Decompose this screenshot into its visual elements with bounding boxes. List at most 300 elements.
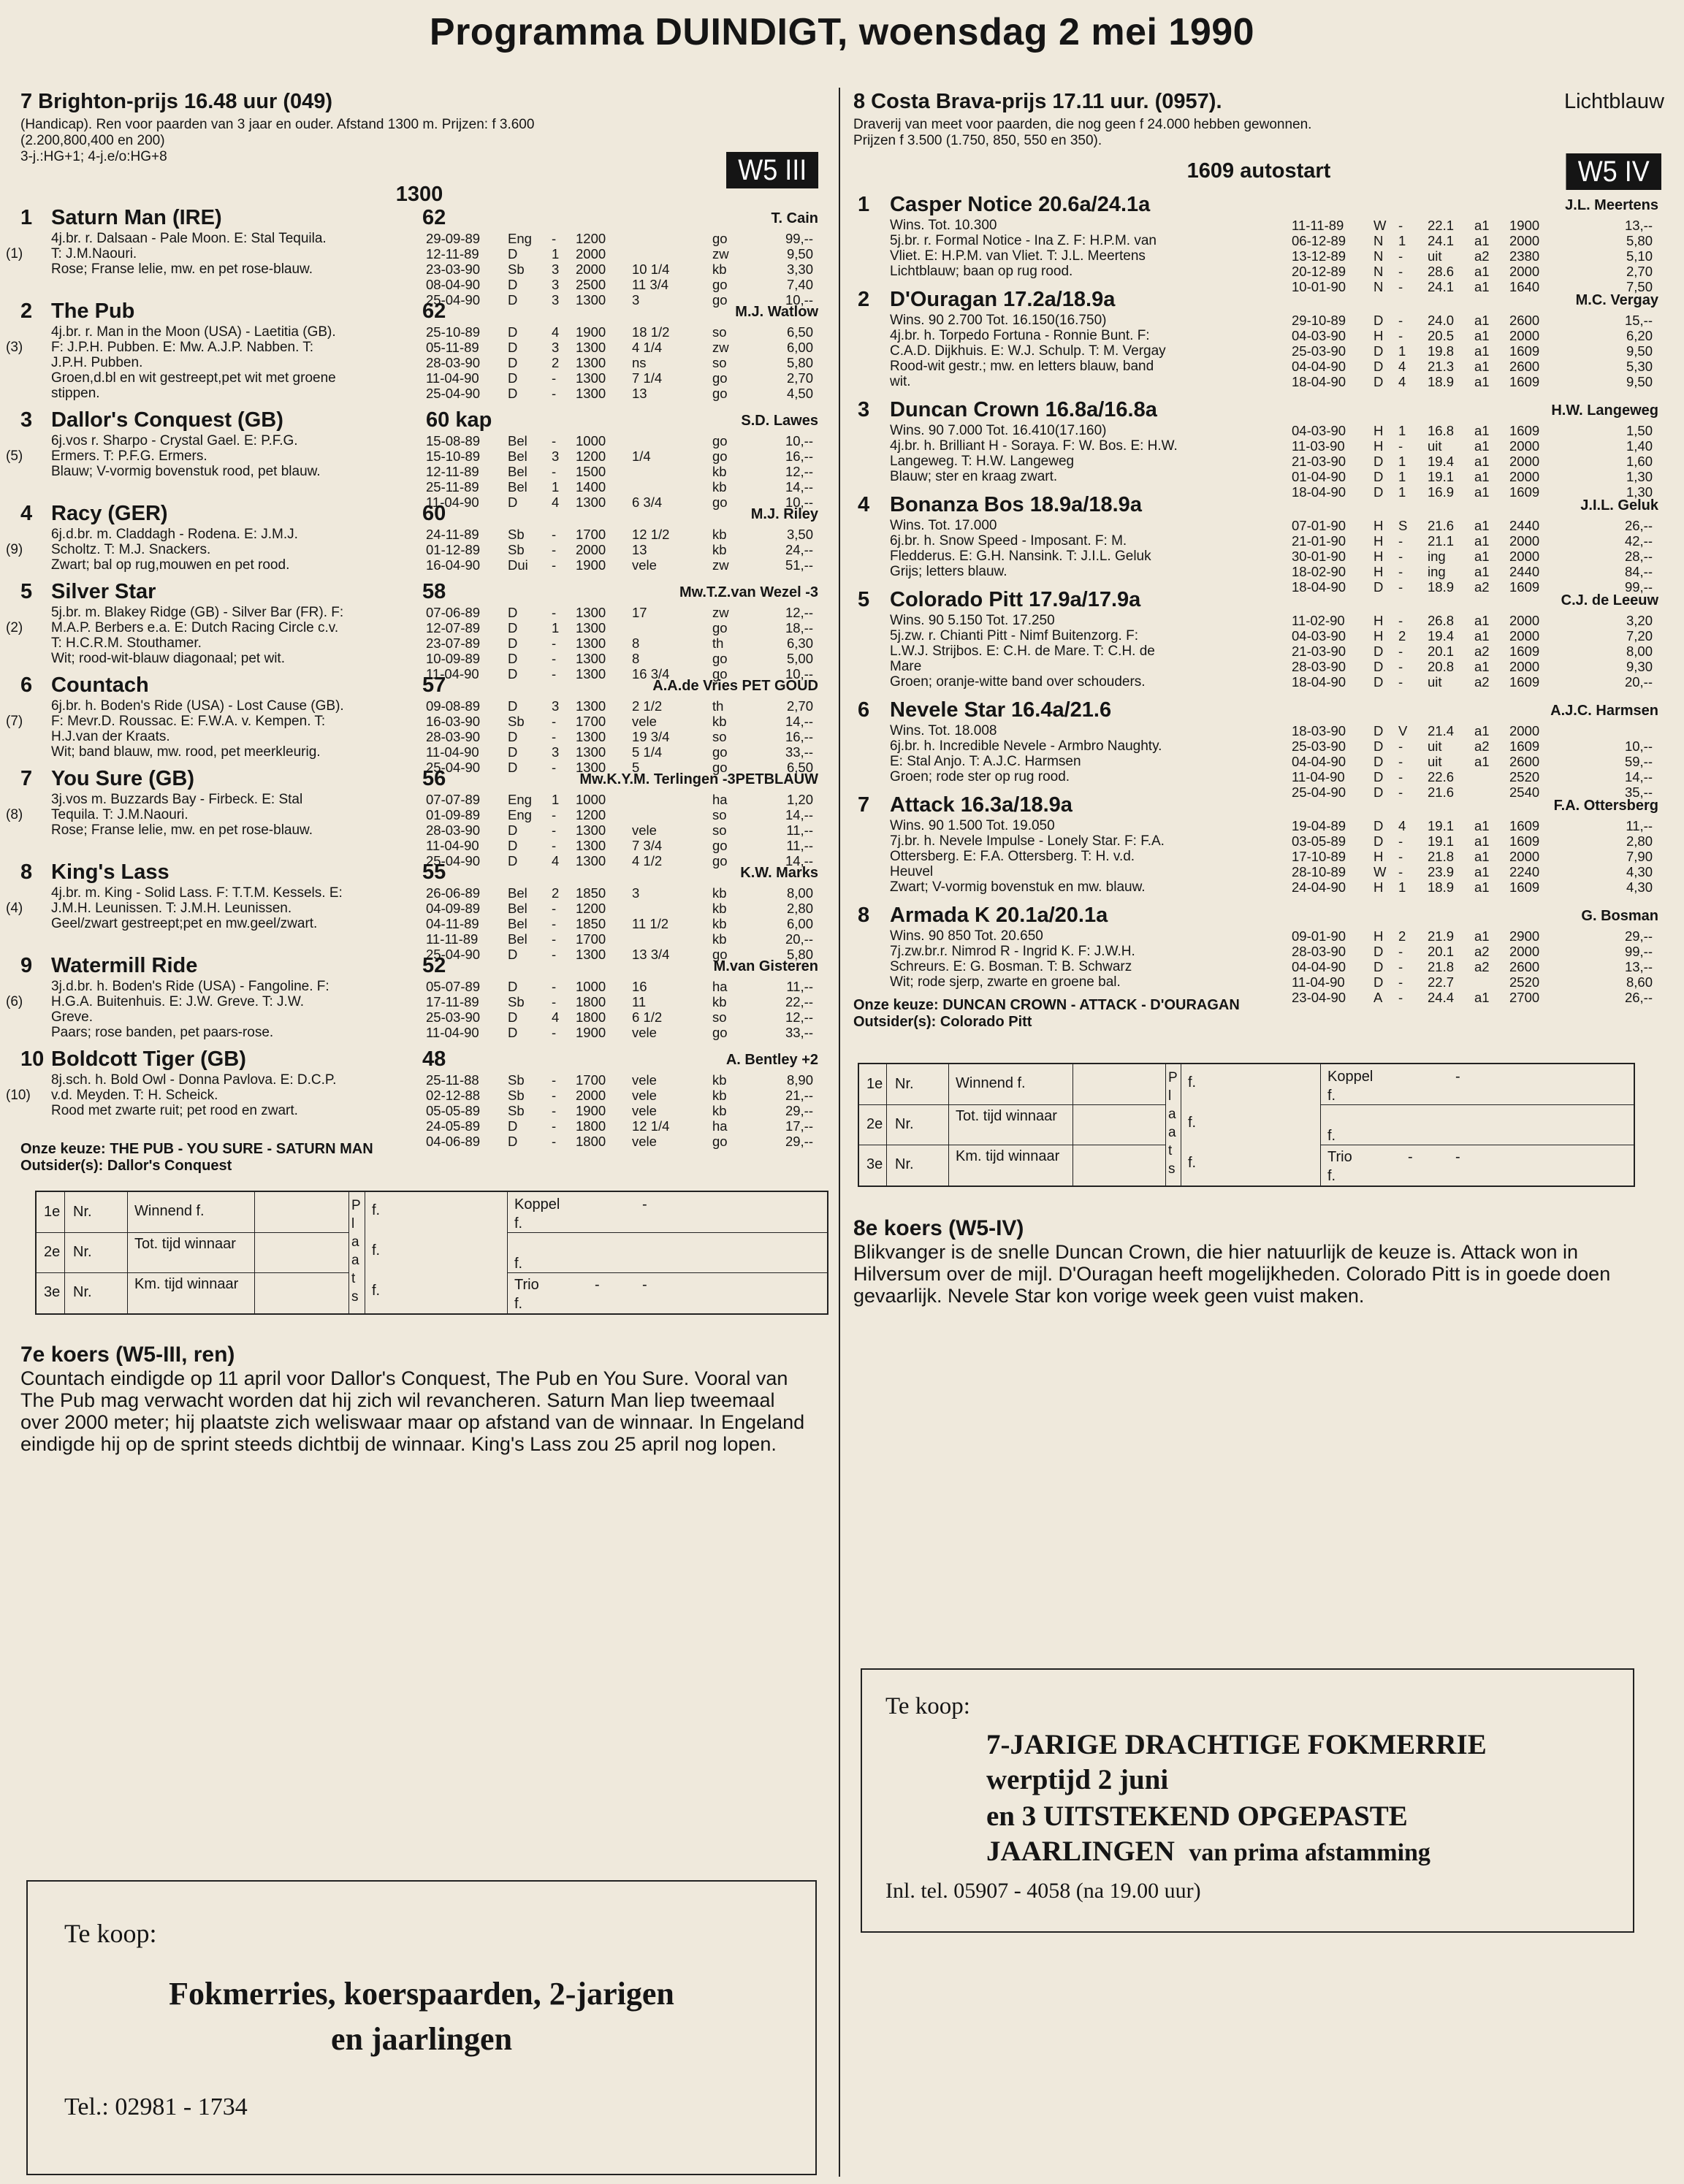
run-row: [1292, 723, 1653, 738]
run-cell: 2600: [1509, 959, 1540, 974]
row-label: Winnend f.: [134, 1203, 205, 1219]
run-cell: 1609: [1509, 423, 1540, 438]
horse-description: [51, 698, 479, 760]
run-cell: 1300: [576, 729, 606, 744]
run-cell: 19 3/4: [632, 729, 670, 744]
run-cell: 8,60: [1626, 974, 1653, 990]
run-cell: D: [1374, 469, 1384, 484]
run-cell: 1300: [576, 292, 606, 308]
run-cell: -: [1398, 833, 1403, 849]
description-line: Wins. 90 2.700 Tot. 16.150(16.750): [890, 313, 1107, 328]
run-cell: 18,--: [785, 620, 813, 635]
run-cell: 2,80: [1626, 833, 1653, 849]
run-cell: 14,--: [785, 853, 813, 868]
run-cell: 25-04-90: [1292, 784, 1346, 800]
run-cell: 25-10-89: [426, 324, 481, 340]
trainer-name: F.A. Ottersberg: [1553, 798, 1658, 814]
run-cell: 1300: [576, 340, 606, 355]
description-line: 5j.zw. r. Chianti Pitt - Nimf Buitenzorg. F:: [890, 628, 1138, 644]
run-cell: 1300: [576, 605, 606, 620]
run-cell: go: [712, 433, 728, 448]
ad-right-line1: 7-JARIGE DRACHTIGE FOKMERRIE: [986, 1729, 1487, 1760]
run-cell: 10,--: [785, 433, 813, 448]
run-cell: 07-01-90: [1292, 518, 1346, 533]
run-cell: 2000: [1509, 438, 1540, 454]
run-cell: a1: [1474, 469, 1490, 484]
run-cell: 08-04-90: [426, 277, 481, 292]
trainer-name: A.J.C. Harmsen: [1550, 703, 1658, 719]
run-row: [1292, 549, 1653, 564]
run-cell: 10,--: [785, 666, 813, 681]
run-cell: 2000: [576, 246, 606, 261]
run-cell: 8: [632, 651, 640, 666]
horse-name: D'Ouragan 17.2a/18.9a: [890, 288, 1116, 311]
horse-entry: [6, 767, 818, 868]
run-row: [426, 901, 813, 916]
run-cell: 1700: [576, 527, 606, 542]
run-cell: D: [508, 729, 518, 744]
past-runs: [426, 605, 813, 681]
horse-description: [890, 928, 1284, 990]
run-cell: 13,--: [1624, 959, 1653, 974]
race-8-color: Lichtblauw: [1563, 90, 1664, 113]
run-row: [1292, 644, 1653, 659]
description-line: Rood-wit gestr.; mw. en letters blauw, band: [890, 359, 1154, 374]
page-title: Programma DUINDIGT, woensdag 2 mei 1990: [429, 11, 1255, 53]
run-row: [426, 822, 813, 838]
run-cell: a1: [1474, 833, 1490, 849]
entry-number: 9: [20, 954, 33, 977]
run-cell: a1: [1474, 928, 1490, 944]
run-cell: -: [552, 231, 557, 246]
run-cell: D: [1374, 959, 1384, 974]
run-cell: -: [552, 947, 557, 962]
run-row: [426, 557, 813, 573]
run-cell: 8,00: [1626, 644, 1653, 659]
run-cell: 8: [632, 635, 640, 651]
entry-number: 1: [20, 206, 33, 229]
description-line: 5j.br. m. Blakey Ridge (GB) - Silver Bar (FR). F:: [51, 605, 344, 620]
description-line: Fledderus. E: G.H. Nansink. T: J.I.L. Geluk: [890, 549, 1151, 564]
run-cell: 09-08-89: [426, 698, 481, 714]
run-cell: 23-07-89: [426, 635, 481, 651]
entry-header: [20, 408, 818, 433]
run-cell: -: [1398, 218, 1403, 233]
run-cell: 2000: [1509, 233, 1540, 248]
run-cell: 3: [552, 698, 560, 714]
run-cell: 6 3/4: [632, 495, 663, 510]
description-line: Mare: [890, 659, 922, 674]
table-column-line: [948, 1064, 949, 1185]
run-cell: so: [712, 324, 727, 340]
row-label: Km. tijd winnaar: [956, 1148, 1060, 1164]
run-cell: 1800: [576, 1134, 606, 1149]
run-cell: 10-01-90: [1292, 279, 1346, 294]
draw-position: (6): [6, 994, 23, 1009]
run-cell: 11-04-90: [426, 1025, 479, 1040]
description-line: Langeweg. T: H.W. Langeweg: [890, 454, 1075, 469]
description-line: Wins. Tot. 10.300: [890, 218, 997, 233]
run-cell: 18.9: [1428, 579, 1455, 595]
entry-number: 5: [20, 580, 33, 603]
run-cell: -: [552, 386, 557, 401]
horse-entry: [6, 954, 818, 1040]
past-runs: [426, 698, 813, 775]
run-cell: 5: [632, 760, 640, 775]
place-label: 3e: [44, 1284, 61, 1300]
run-cell: 1,20: [786, 792, 813, 807]
run-cell: 35,--: [1624, 784, 1653, 800]
run-cell: 28-03-90: [1292, 659, 1346, 674]
run-cell: -: [552, 635, 557, 651]
entry-body: [853, 423, 1664, 500]
run-cell: a2: [1474, 674, 1490, 690]
run-cell: -: [1398, 549, 1403, 564]
run-row: [1292, 454, 1653, 469]
run-cell: ha: [712, 979, 728, 994]
run-cell: 25-04-90: [426, 386, 481, 401]
trainer-name: A. Bentley +2: [725, 1052, 818, 1068]
past-runs: [1292, 518, 1653, 595]
run-cell: -: [552, 714, 557, 729]
run-cell: 2600: [1509, 313, 1540, 328]
run-cell: H: [1374, 328, 1384, 343]
run-cell: 18-04-90: [1292, 674, 1346, 690]
run-cell: -: [552, 527, 557, 542]
run-cell: 5,10: [1626, 248, 1653, 264]
run-cell: 3: [552, 744, 560, 760]
run-cell: kb: [712, 994, 727, 1009]
run-cell: 04-09-89: [426, 901, 481, 916]
run-cell: -: [1398, 974, 1403, 990]
run-row: [426, 1088, 813, 1103]
run-row: [426, 1134, 813, 1149]
run-cell: 3: [552, 261, 560, 277]
run-cell: 1900: [576, 557, 606, 573]
run-cell: 4,30: [1626, 864, 1653, 879]
trainer-name: H.W. Langeweg: [1551, 402, 1658, 419]
run-cell: 1: [552, 792, 560, 807]
run-cell: -: [1398, 738, 1403, 754]
horse-name: Casper Notice 20.6a/24.1a: [890, 193, 1151, 216]
run-cell: go: [712, 1025, 728, 1040]
run-cell: 4: [552, 853, 560, 868]
run-cell: 2000: [1509, 944, 1540, 959]
run-cell: 6 1/2: [632, 1009, 663, 1025]
run-cell: 26,--: [1624, 518, 1653, 533]
run-cell: 02-12-88: [426, 1088, 481, 1103]
race-7-comment-title: 7e koers (W5-III, ren): [20, 1343, 235, 1367]
run-cell: go: [712, 947, 728, 962]
run-cell: 4: [552, 495, 560, 510]
run-cell: 4: [1398, 374, 1406, 389]
place-label: 1e: [866, 1076, 883, 1092]
horse-description: [51, 433, 479, 479]
run-row: [1292, 359, 1653, 374]
run-cell: 3: [552, 277, 560, 292]
horse-entry: [6, 673, 818, 775]
run-cell: 25-11-89: [426, 479, 479, 495]
run-cell: so: [712, 822, 727, 838]
race-8-comment: Blikvanger is de snelle Duncan Crown, die hier natuurlijk de keuze is. Attack won in Hilversum over de mijl. D'Ouragan heeft mogelijkheden. Colorado Pitt is in goede doen gevaarlijk. Nevele Star kon vorige week geen vuist maken.: [853, 1241, 1611, 1307]
run-cell: 1300: [576, 838, 606, 853]
f-label: f.: [514, 1296, 523, 1312]
run-cell: 25-11-88: [426, 1072, 479, 1088]
run-row: [1292, 218, 1653, 233]
description-line: F: Mevr.D. Roussac. E: F.W.A. v. Kempen. T:: [51, 714, 326, 729]
run-row: [426, 916, 813, 931]
run-cell: 2,80: [786, 901, 813, 916]
table-column-line: [254, 1192, 255, 1313]
ad-right-heading: Te koop:: [885, 1693, 970, 1719]
run-row: [426, 885, 813, 901]
entry-body: [6, 527, 818, 573]
trainer-name: J.L. Meertens: [1565, 197, 1658, 213]
run-cell: 16-03-90: [426, 714, 481, 729]
run-cell: 04-03-90: [1292, 628, 1346, 644]
run-cell: A: [1374, 990, 1383, 1005]
run-cell: 18.9: [1428, 879, 1455, 895]
description-line: 4j.br. h. Brilliant H - Soraya. F: W. Bos. E: H.W.: [890, 438, 1178, 454]
entry-number: 7: [20, 767, 33, 790]
horse-description: [890, 518, 1284, 579]
run-cell: 01-12-89: [426, 542, 481, 557]
run-cell: H: [1374, 928, 1384, 944]
run-cell: -: [552, 1103, 557, 1118]
horse-weight: 60 kap: [426, 408, 492, 432]
run-cell: a1: [1474, 864, 1490, 879]
run-cell: -: [1398, 754, 1403, 769]
run-cell: D: [508, 1134, 518, 1149]
run-row: [426, 979, 813, 994]
run-cell: 18-04-90: [1292, 374, 1346, 389]
run-cell: 1: [552, 620, 560, 635]
run-cell: D: [1374, 738, 1384, 754]
run-cell: 2000: [576, 261, 606, 277]
ad-left-line1: Fokmerries, koerspaarden, 2-jarigen: [169, 1976, 674, 2012]
run-cell: -: [552, 994, 557, 1009]
run-cell: 2: [1398, 928, 1406, 944]
entry-number: 5: [858, 588, 870, 611]
run-cell: -: [1398, 438, 1403, 454]
run-cell: zw: [712, 605, 729, 620]
run-cell: 26.8: [1428, 613, 1455, 628]
run-cell: 7,20: [1626, 628, 1653, 644]
horse-entry: [853, 493, 1664, 595]
run-cell: 11-04-90: [426, 838, 479, 853]
run-row: [426, 807, 813, 822]
entry-body: [853, 518, 1664, 595]
entry-number: 6: [858, 698, 870, 722]
run-cell: -: [1398, 644, 1403, 659]
run-cell: -: [552, 666, 557, 681]
run-cell: 16.8: [1428, 423, 1455, 438]
horse-name: Armada K 20.1a/20.1a: [890, 904, 1108, 927]
horse-entry: [853, 793, 1664, 895]
trio-dash: -: [642, 1277, 647, 1293]
run-cell: 2900: [1509, 928, 1540, 944]
run-cell: 18-02-90: [1292, 564, 1346, 579]
run-cell: 1300: [576, 370, 606, 386]
run-cell: Eng: [508, 807, 532, 822]
run-cell: 1900: [1509, 218, 1540, 233]
run-cell: a1: [1474, 264, 1490, 279]
run-cell: ha: [712, 1118, 728, 1134]
run-cell: 11-04-90: [1292, 974, 1345, 990]
run-cell: go: [712, 620, 728, 635]
run-cell: 6,20: [1626, 328, 1653, 343]
draw-position: (5): [6, 448, 23, 464]
run-row: [426, 386, 813, 401]
run-row: [1292, 343, 1653, 359]
run-row: [1292, 738, 1653, 754]
run-cell: 99,--: [785, 231, 813, 246]
run-cell: D: [508, 760, 518, 775]
run-cell: 1,30: [1626, 469, 1653, 484]
horse-weight: 58: [422, 580, 446, 603]
run-cell: 29,--: [785, 1134, 813, 1149]
horse-description: [51, 605, 479, 666]
run-cell: 21.3: [1428, 359, 1455, 374]
run-row: [1292, 754, 1653, 769]
table-row-line: [37, 1232, 348, 1233]
run-cell: 1300: [576, 620, 606, 635]
f-label: f.: [1188, 1074, 1197, 1091]
description-line: Rose; Franse lelie, mw. en pet rose-blauw.: [51, 822, 313, 838]
run-cell: -: [1398, 533, 1403, 549]
run-cell: -: [552, 822, 557, 838]
run-cell: H: [1374, 879, 1384, 895]
run-cell: 14,--: [785, 714, 813, 729]
run-cell: 24-11-89: [426, 527, 479, 542]
run-cell: 11-04-90: [426, 495, 479, 510]
run-row: [1292, 864, 1653, 879]
run-cell: -: [1398, 784, 1403, 800]
description-line: Wit; rood-wit-blauw diagonaal; pet wit.: [51, 651, 285, 666]
entry-header: [20, 860, 818, 885]
run-cell: 9,50: [1626, 374, 1653, 389]
run-cell: a1: [1474, 533, 1490, 549]
run-cell: D: [508, 1118, 518, 1134]
trio-dash: -: [1408, 1149, 1413, 1165]
run-cell: 25-04-90: [426, 292, 481, 308]
run-cell: 12 1/4: [632, 1118, 670, 1134]
run-cell: D: [508, 495, 518, 510]
run-cell: V: [1398, 723, 1408, 738]
trainer-name: C.J. de Leeuw: [1561, 592, 1658, 608]
run-row: [426, 246, 813, 261]
run-cell: a2: [1474, 644, 1490, 659]
run-row: [426, 792, 813, 807]
place-label: 2e: [866, 1116, 883, 1132]
run-cell: kb: [712, 885, 727, 901]
run-cell: -: [1398, 248, 1403, 264]
run-cell: 12,--: [785, 464, 813, 479]
run-cell: 07-07-89: [426, 792, 481, 807]
run-cell: -: [552, 464, 557, 479]
run-cell: D: [1374, 374, 1384, 389]
race-8-header: 8 Costa Brava-prijs 17.11 uur. (0957).: [853, 90, 1222, 113]
run-cell: 1000: [576, 792, 606, 807]
run-row: [1292, 469, 1653, 484]
run-cell: 99,--: [1624, 579, 1653, 595]
run-cell: -: [1398, 613, 1403, 628]
run-cell: 1,60: [1626, 454, 1653, 469]
run-row: [426, 464, 813, 479]
run-cell: D: [508, 853, 518, 868]
trio-dash: -: [1455, 1149, 1460, 1165]
table-column-line: [348, 1192, 349, 1313]
run-cell: so: [712, 729, 727, 744]
entry-number: 3: [858, 398, 870, 421]
column-divider: [839, 88, 840, 2177]
trainer-name: M.van Gisteren: [713, 958, 818, 974]
run-cell: 17-11-89: [426, 994, 479, 1009]
run-cell: kb: [712, 931, 727, 947]
run-cell: 24,--: [785, 542, 813, 557]
run-cell: -: [552, 1134, 557, 1149]
run-cell: 1609: [1509, 738, 1540, 754]
run-cell: D: [508, 370, 518, 386]
run-cell: 11-04-90: [426, 744, 479, 760]
trainer-name: A.A.de Vries PET GOUD: [652, 678, 818, 694]
ad-right-line2: werptijd 2 juni: [986, 1764, 1169, 1795]
description-line: Paars; rose banden, pet paars-rose.: [51, 1025, 274, 1040]
description-line: Schreurs. E: G. Bosman. T: B. Schwarz: [890, 959, 1132, 974]
run-cell: 2700: [1509, 990, 1540, 1005]
run-cell: 7,40: [786, 277, 813, 292]
description-line: Zwart; bal op rug,mouwen en pet rood.: [51, 557, 290, 573]
run-cell: 11 3/4: [632, 277, 669, 292]
run-cell: D: [508, 822, 518, 838]
horse-name: Countach: [51, 673, 149, 697]
horse-name: Attack 16.3a/18.9a: [890, 793, 1072, 817]
run-cell: 2: [552, 355, 560, 370]
run-cell: N: [1374, 248, 1384, 264]
run-cell: -: [1398, 564, 1403, 579]
run-cell: -: [1398, 279, 1403, 294]
run-cell: -: [1398, 328, 1403, 343]
run-cell: so: [712, 355, 727, 370]
run-cell: Eng: [508, 792, 532, 807]
run-row: [1292, 533, 1653, 549]
run-cell: 16: [632, 979, 647, 994]
run-cell: vele: [632, 1072, 657, 1088]
run-cell: 1609: [1509, 374, 1540, 389]
run-cell: 1300: [576, 744, 606, 760]
run-cell: -: [552, 433, 557, 448]
description-line: M.A.P. Berbers e.a. E: Dutch Racing Circle c.v.: [51, 620, 339, 635]
run-cell: 1300: [576, 947, 606, 962]
trio-dash: -: [595, 1277, 600, 1293]
run-cell: 6,30: [786, 635, 813, 651]
race-8-badge: W5 IV: [1566, 153, 1661, 190]
run-cell: ing: [1428, 564, 1446, 579]
run-cell: 1: [1398, 454, 1406, 469]
entry-body: [853, 818, 1664, 895]
run-cell: 99,--: [1624, 944, 1653, 959]
description-line: Blauw; V-vormig bovenstuk rood, pet blauw.: [51, 464, 321, 479]
horse-description: [890, 723, 1284, 784]
description-line: Greve.: [51, 1009, 94, 1025]
run-cell: 22,--: [785, 994, 813, 1009]
race-7-result-table: [35, 1191, 828, 1315]
run-row: [426, 620, 813, 635]
run-cell: 05-11-89: [426, 340, 479, 355]
run-cell: 59,--: [1624, 754, 1653, 769]
run-cell: 2500: [576, 277, 606, 292]
run-cell: 14,--: [1624, 769, 1653, 784]
